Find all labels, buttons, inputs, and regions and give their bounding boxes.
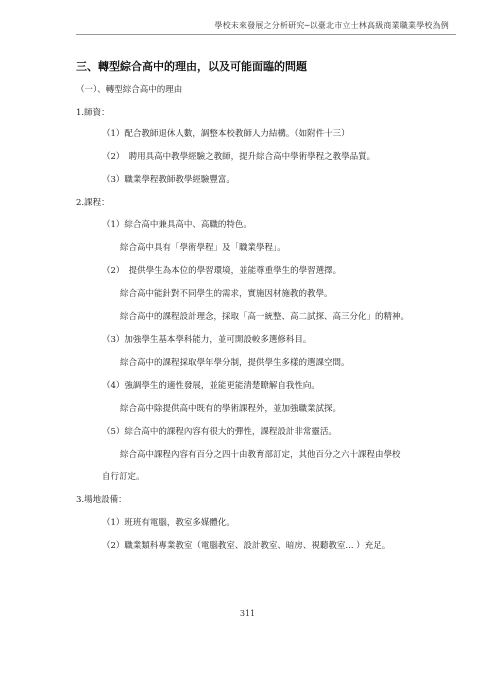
- list-item: （5）綜合高中的課程內容有很大的彈性，課程設計非常靈活。: [102, 427, 337, 437]
- group-heading-faculty: 1.師資：: [76, 108, 110, 118]
- section-title: 三、轉型綜合高中的理由，以及可能面臨的問題: [76, 60, 307, 73]
- list-item-detail: 綜合高中具有「學術學程」及「職業學程」。: [120, 243, 286, 253]
- list-item: （1）班班有電腦，教室多媒體化。: [102, 518, 235, 528]
- group-heading-facilities: 3.場地設備：: [76, 495, 127, 505]
- list-item-detail: 自行訂定。: [102, 472, 145, 482]
- list-item-detail: 綜合高中的課程採取學年學分制，提供學生多樣的選課空間。: [120, 358, 350, 368]
- running-header: 學校未來發展之分析研究─以臺北市立士林高級商業職業學校為例: [214, 21, 449, 30]
- list-item: （4）強調學生的適性發展，並能更能清楚瞭解自我性向。: [102, 381, 320, 391]
- list-item: （2） 提供學生為本位的學習環境，並能尊重學生的學習選擇。: [102, 266, 342, 276]
- list-item-detail: 綜合高中能針對不同學生的需求，實施因材施教的教學。: [120, 289, 333, 299]
- list-item: （1）綜合高中兼具高中、高職的特色。: [102, 220, 252, 230]
- list-item: （1）配合教師退休人數，調整本校教師人力結構。（如附件十三）: [102, 129, 350, 139]
- list-item: （3）加強學生基本學科能力，並可開設較多選修科目。: [102, 335, 312, 345]
- list-item-detail: 綜合高中課程內容有百分之四十由教育部訂定，其他百分之六十課程由學校: [120, 450, 401, 460]
- subsection-title: （一）、轉型綜合高中的理由: [76, 85, 183, 95]
- list-item: （2） 聘用具高中教學經驗之教師，提升綜合高中學術學程之教學品質。: [102, 152, 376, 162]
- page-number: 311: [239, 609, 256, 618]
- list-item-detail: 綜合高中除提供高中既有的學術課程外，並加強職業試探。: [120, 404, 342, 414]
- group-heading-curriculum: 2.課程：: [76, 198, 110, 208]
- list-item: （2）職業類科專業教室（電腦教室、設計教室、暗房、視聽教室... ）充足。: [102, 541, 391, 551]
- list-item: （3）職業學程教師教學經驗豐富。: [102, 175, 235, 185]
- list-item-detail: 綜合高中的課程設計理念，採取「高一統整、高二試探、高三分化」的精神。: [120, 312, 410, 322]
- header-rule: [76, 34, 456, 35]
